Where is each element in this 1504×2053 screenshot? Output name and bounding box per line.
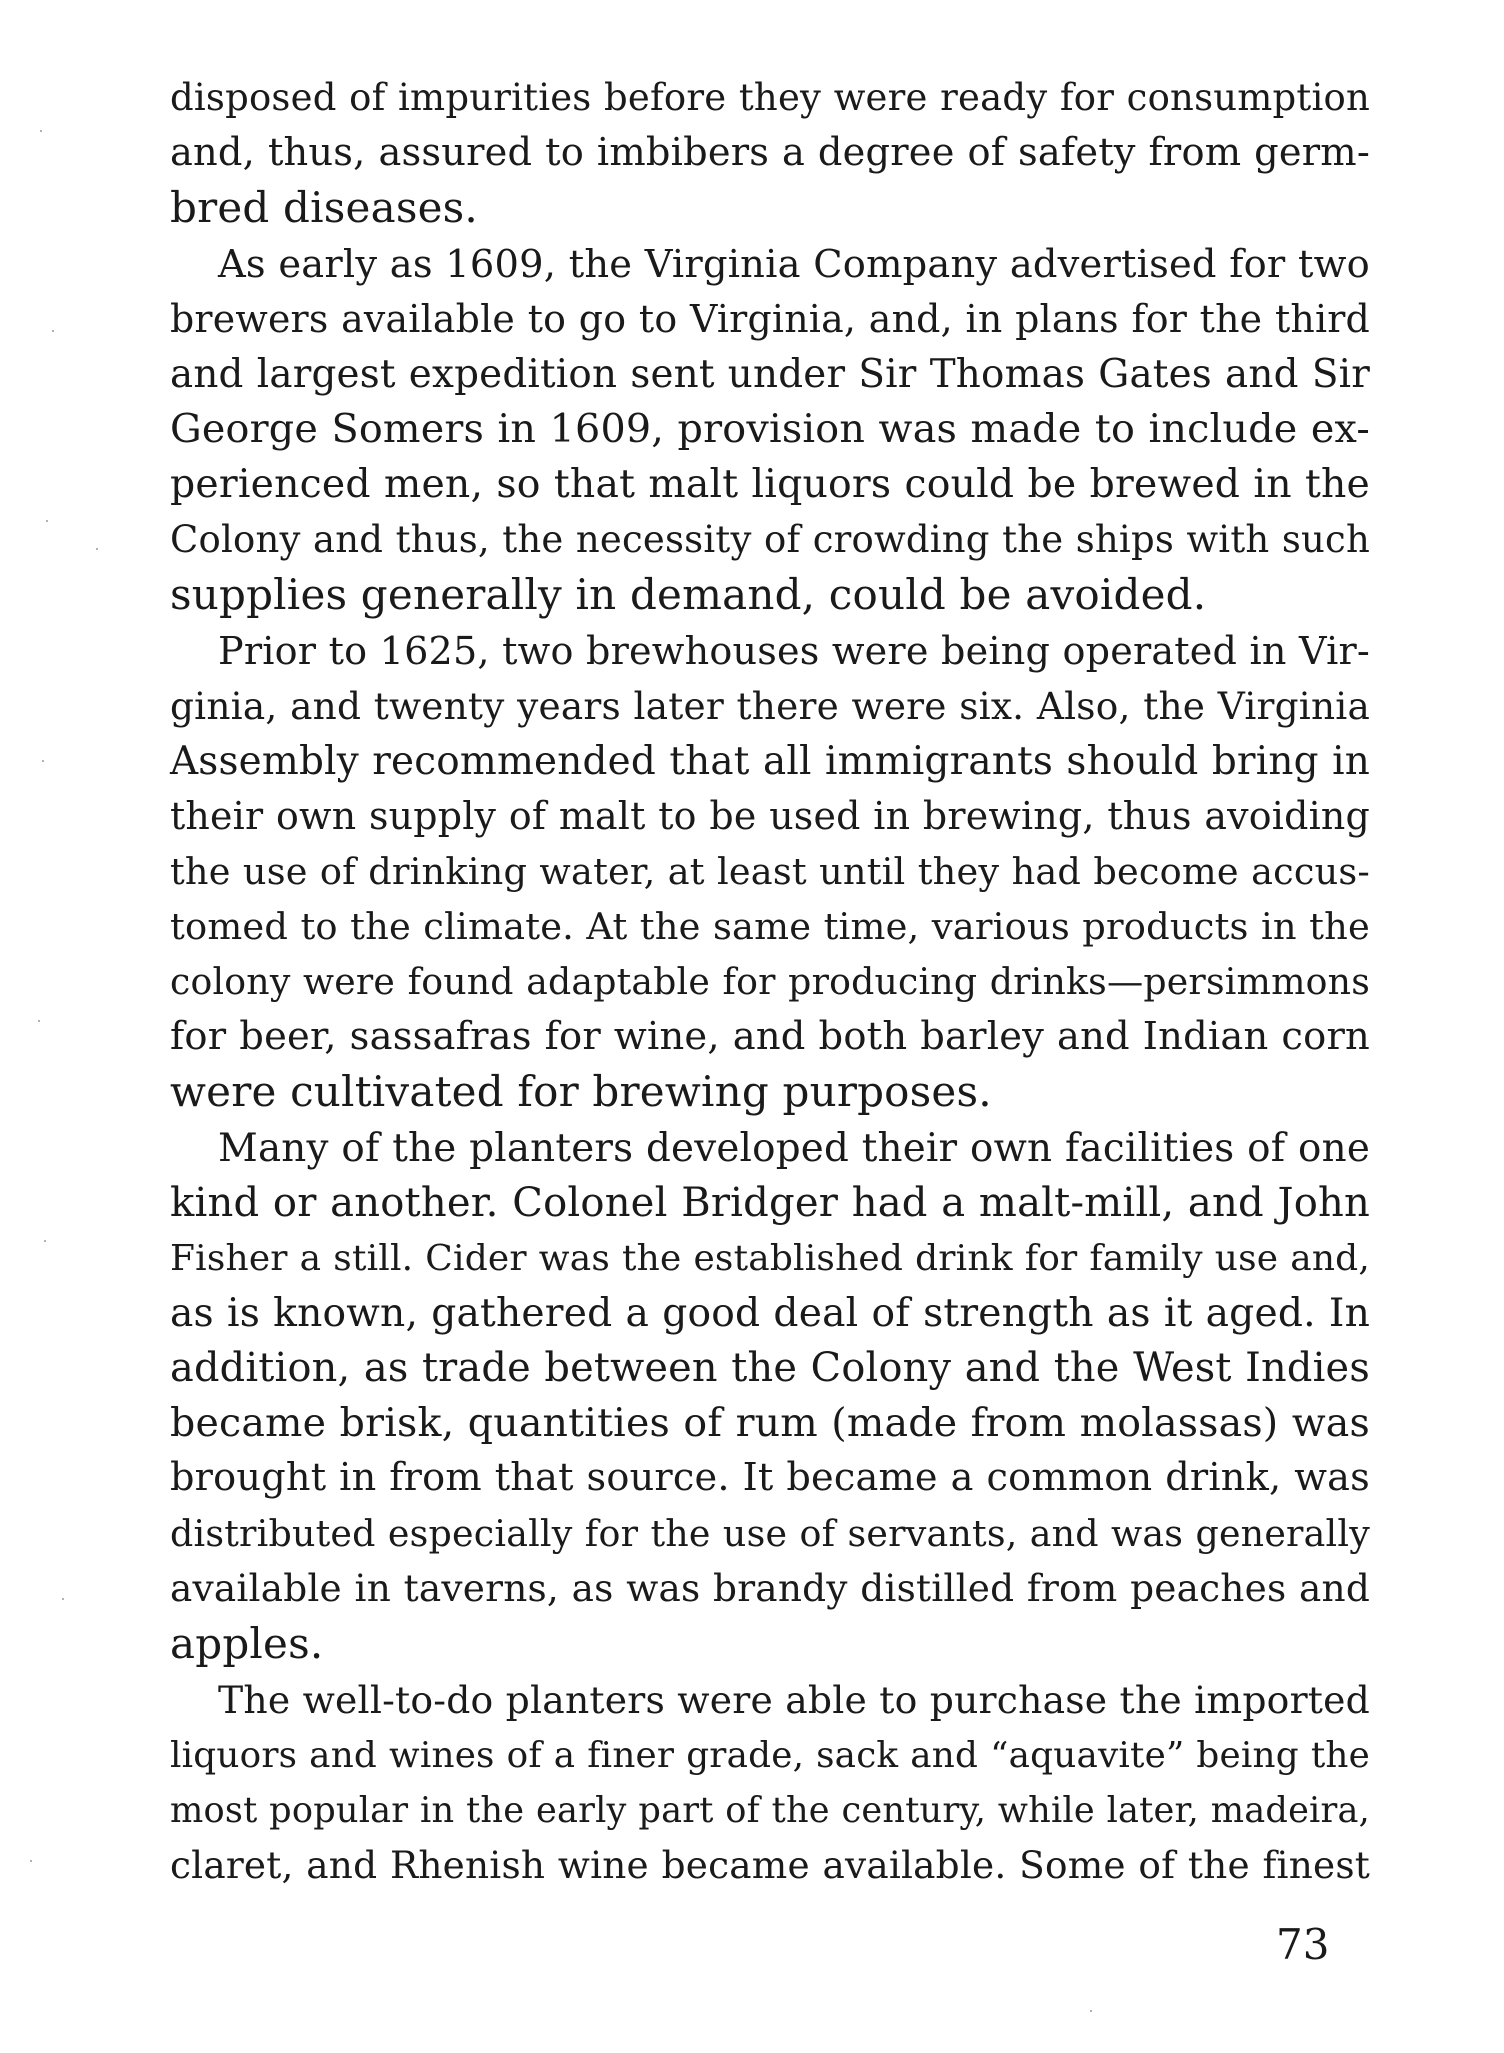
scan-speck: [42, 760, 44, 762]
text-line: were cultivated for brewing purposes.: [170, 1067, 992, 1116]
text-line: colony were found adaptable for producing drinks—persimmons: [170, 960, 1370, 1003]
scan-speck: [38, 1020, 40, 1022]
text-line: the use of drinking water, at least until they had become accus-: [170, 850, 1370, 893]
text-line: and, thus, assured to imbibers a degree of safety from germ-: [170, 130, 1370, 175]
text-line: apples.: [170, 1619, 324, 1668]
text-line: became brisk, quantities of rum (made from molassas) was: [170, 1400, 1370, 1446]
paragraph: [170, 70, 1370, 235]
text-line: distributed especially for the use of servants, and was generally: [170, 1512, 1370, 1555]
scan-speck: [46, 520, 48, 522]
text-line: available in taverns, as was brandy distilled from peaches and: [170, 1566, 1370, 1610]
text-line: claret, and Rhenish wine became available. Some of the finest: [170, 1843, 1370, 1887]
text-line: ginia, and twenty years later there were six. Also, the Virginia: [170, 684, 1370, 728]
text-line: kind or another. Colonel Bridger had a malt-mill, and John: [170, 1180, 1370, 1226]
text-line: disposed of impurities before they were ready for consumption: [170, 76, 1370, 119]
text-line: tomed to the climate. At the same time, various products in the: [170, 905, 1370, 948]
text-line: addition, as trade between the Colony and the West Indies: [170, 1345, 1370, 1391]
text-line: The well-to-do planters were able to purchase the imported: [218, 1678, 1370, 1722]
text-line: brought in from that source. It became a common drink, was: [170, 1456, 1370, 1500]
paragraph: [170, 1121, 1370, 1671]
text-line: Colony and thus, the necessity of crowding the ships with such: [170, 518, 1370, 561]
text-line: perienced men, so that malt liquors could be brewed in the: [170, 461, 1370, 507]
scan-speck: [96, 548, 98, 550]
text-line: Prior to 1625, two brewhouses were being operated in Vir-: [218, 629, 1370, 673]
scan-speck: [52, 330, 54, 332]
paragraph: [170, 624, 1370, 1119]
text-line: Fisher a still. Cider was the established drink for family use and,: [170, 1238, 1370, 1279]
scan-speck: [30, 1860, 32, 1862]
text-line: Many of the planters developed their own facilities of one: [218, 1126, 1370, 1171]
text-line: supplies generally in demand, could be avoided.: [170, 570, 1207, 619]
body-text: [170, 70, 1370, 1893]
page-number: 73: [1276, 1920, 1330, 1969]
scan-speck: [40, 130, 42, 132]
paragraph: [170, 1673, 1370, 1893]
text-line: their own supply of malt to be used in brewing, thus avoiding: [170, 794, 1370, 838]
text-line: for beer, sassafras for wine, and both barley and Indian corn: [170, 1014, 1370, 1059]
text-line: as is known, gathered a good deal of strength as it aged. In: [170, 1291, 1370, 1336]
text-line: and largest expedition sent under Sir Thomas Gates and Sir: [170, 352, 1370, 397]
text-line: most popular in the early part of the century, while later, madeira,: [170, 1790, 1370, 1831]
text-line: As early as 1609, the Virginia Company advertised for two: [218, 242, 1370, 287]
scan-speck: [62, 1598, 64, 1600]
text-line: George Somers in 1609, provision was made to include ex-: [170, 406, 1370, 452]
text-line: liquors and wines of a finer grade, sack and “aquavite” being the: [170, 1735, 1370, 1776]
paragraph: [170, 237, 1370, 622]
text-line: brewers available to go to Virginia, and, in plans for the third: [170, 297, 1370, 341]
text-line: bred diseases.: [170, 183, 478, 232]
text-line: Assembly recommended that all immigrants should bring in: [170, 739, 1370, 784]
scan-speck: [44, 1240, 46, 1242]
scan-speck: [1090, 2010, 1092, 2012]
